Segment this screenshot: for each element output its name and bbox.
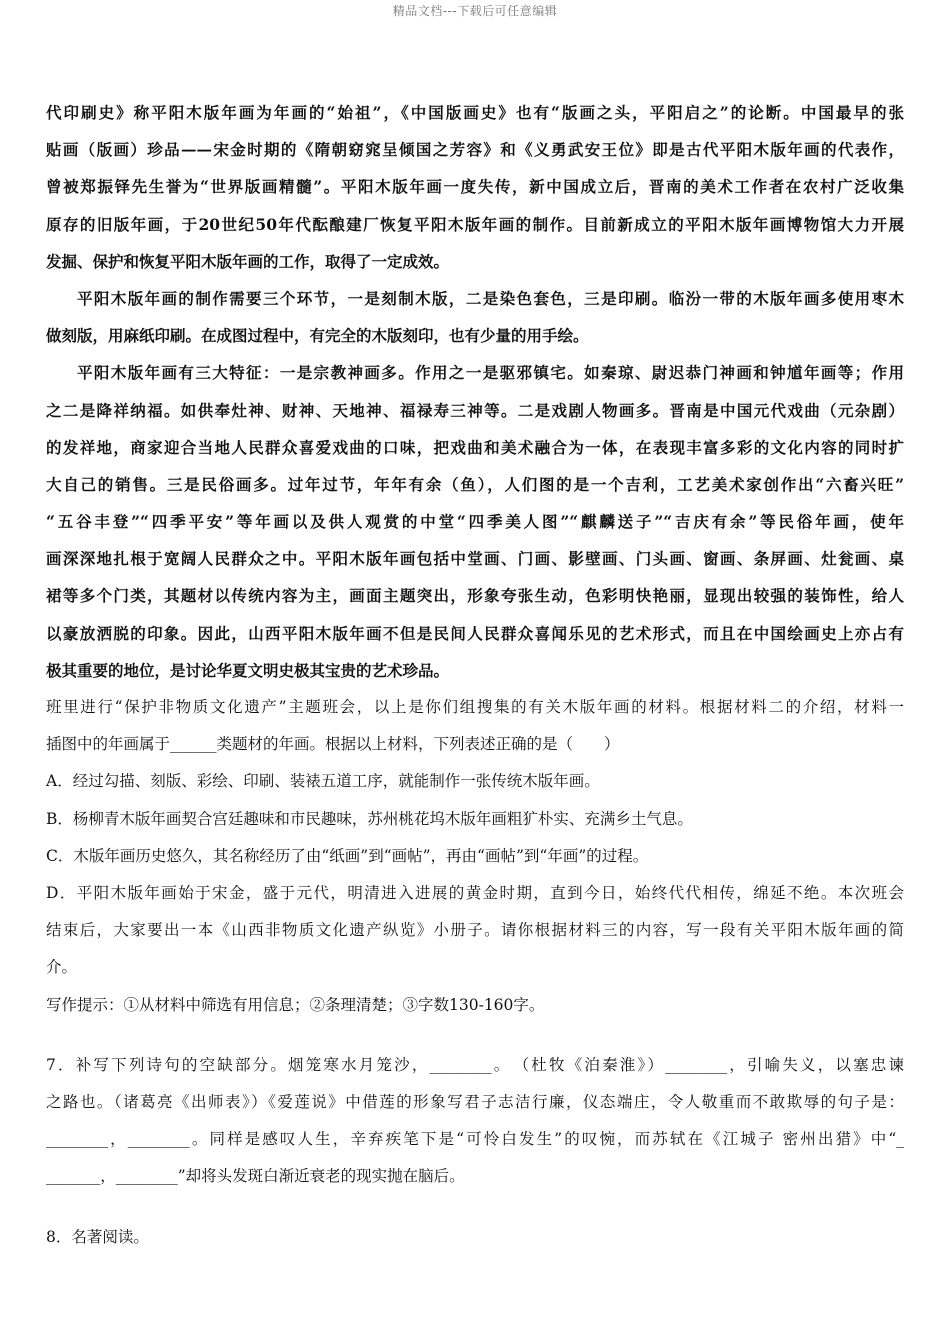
option-a: A．经过勾描、刻版、彩绘、印刷、装裱五道工序，就能制作一张传统木版年画。	[46, 772, 600, 791]
spacer	[46, 1024, 904, 1047]
question-7	[46, 1047, 904, 1196]
q7-line: 7．补写下列诗句的空缺部分。烟笼寒水月笼沙，________。 （杜牧《泊秦淮》）________，引喻失义，以塞忠谏	[46, 1055, 904, 1074]
material-passage	[46, 94, 904, 689]
q7-line: _______，________”却将头发斑白渐近衰老的现实抛在脑后。	[46, 1167, 465, 1186]
option-d: D．平阳木版年画始于宋金，盛于元代，明清进入进展的黄金时期，直到今日，始终代代相传，绵延不绝。本次班会	[46, 883, 904, 902]
material-line: 原存的旧版年画，于20世纪50年代酝酿建厂恢复平阳木版年画的制作。目前新成立的平阳木版年画博物馆大力开展	[46, 214, 904, 234]
page-header: 精品文档---下载后可任意编辑	[392, 4, 558, 18]
material-line: 之二是降祥纳福。如供奉灶神、财神、天地神、福禄寿三神等。二是戏剧人物画多。晋南是中国元代戏曲（元杂剧）	[46, 400, 904, 420]
material-line: 以豪放洒脱的印象。因此，山西平阳木版年画不但是民间人民群众喜闻乐见的艺术形式，而且在中国绘画史上亦占有	[46, 623, 904, 643]
material-line: 曾被郑振铎先生誉为“世界版画精髓”。平阳木版年画一度失传，新中国成立后，晋南的美术工作者在农村广泛收集	[46, 177, 904, 197]
document-body	[46, 94, 904, 1257]
question-line: 介。	[46, 958, 78, 977]
material-line: 画深深地扎根于宽阔人民群众之中。平阳木版年画包括中堂画、门画、影壁画、门头画、窗画、条屏画、灶瓮画、桌	[46, 549, 904, 569]
material-line: 发掘、保护和恢复平阳木版年画的工作，取得了一定成效。	[46, 251, 450, 271]
material-line: 代印刷史》称平阳木版年画为年画的“始祖”，《中国版画史》也有“版画之头，平阳启之”的论断。中国最早的张	[46, 103, 904, 122]
material-line: 裙等多个门类，其题材以传统内容为主，画面主题突出，形象夸张生动，色彩明快艳丽，显现出较强的装饰性，给人	[46, 586, 904, 606]
option-b: B．杨柳青木版年画契合宫廷趣味和市民趣味，苏州桃花坞木版年画粗犷朴实、充满乡土气息。	[46, 809, 693, 828]
material-line: “五谷丰登”“四季平安”等年画以及供人观赏的中堂“四季美人图”“麒麟送子”“吉庆有余”等民俗年画，使年	[46, 512, 904, 532]
option-c: C．木版年画历史悠久，其名称经历了由“纸画”到“画帖”，再由“画帖”到“年画”的过程。	[46, 846, 649, 865]
material-line: 极其重要的地位，是讨论华夏文明史极其宝贵的艺术珍品。	[46, 660, 450, 680]
material-line: 做刻版，用麻纸印刷。在成图过程中，有完全的木版刻印，也有少量的用手绘。	[46, 326, 589, 346]
question-line: 结束后，大家要出一本《山西非物质文化遗产纵览》小册子。请你根据材料三的内容，写一段有关平阳木版年画的简	[46, 921, 904, 940]
material-line: 的发祥地，商家迎合当地人民群众喜爱戏曲的口味，把戏曲和美术融合为一体，在表现丰富多彩的文化内容的同时扩	[46, 437, 904, 457]
question-8: 8．名著阅读。	[46, 1228, 149, 1247]
writing-hint: 写作提示：①从材料中筛选有用信息；②条理清楚；③字数130-160字。	[46, 995, 545, 1014]
question-line: 插图中的年画属于______类题材的年画。根据以上材料，下列表述正确的是（ ）	[46, 735, 620, 754]
question-block	[46, 689, 904, 1024]
spacer	[46, 1195, 904, 1219]
material-line: 平阳木版年画的制作需要三个环节，一是刻制木版，二是染色套色，三是印刷。临汾一带的木版年画多使用枣木	[77, 288, 904, 308]
material-line: 贴画（版画）珍品——宋金时期的《隋朝窈窕呈倾国之芳容》和《义勇武安王位》即是古代平阳木版年画的代表作，	[46, 140, 904, 160]
q7-line: ________，________。同样是感叹人生，辛弃疾笔下是“可怜白发生”的叹惋，而苏轼在《江城子 密州出猎》中“_	[46, 1130, 904, 1149]
q7-line: 之路也。（诸葛亮《出师表》）《爱莲说》中借莲的形象写君子志洁行廉，仪态端庄，令人敬重而不敢欺辱的句子是：	[46, 1092, 904, 1111]
question-line: 班里进行“保护非物质文化遗产”主题班会，以上是你们组搜集的有关木版年画的材料。根据材料二的介绍，材料一	[46, 698, 904, 716]
material-line: 平阳木版年画有三大特征：一是宗教神画多。作用之一是驱邪镇宅。如秦琼、尉迟恭门神画和钟馗年画等；作用	[77, 363, 904, 383]
material-line: 大自己的销售。三是民俗画多。过年过节，年年有余（鱼），人们图的是一个吉利，工艺美术家创作出“六畜兴旺”	[46, 474, 904, 494]
